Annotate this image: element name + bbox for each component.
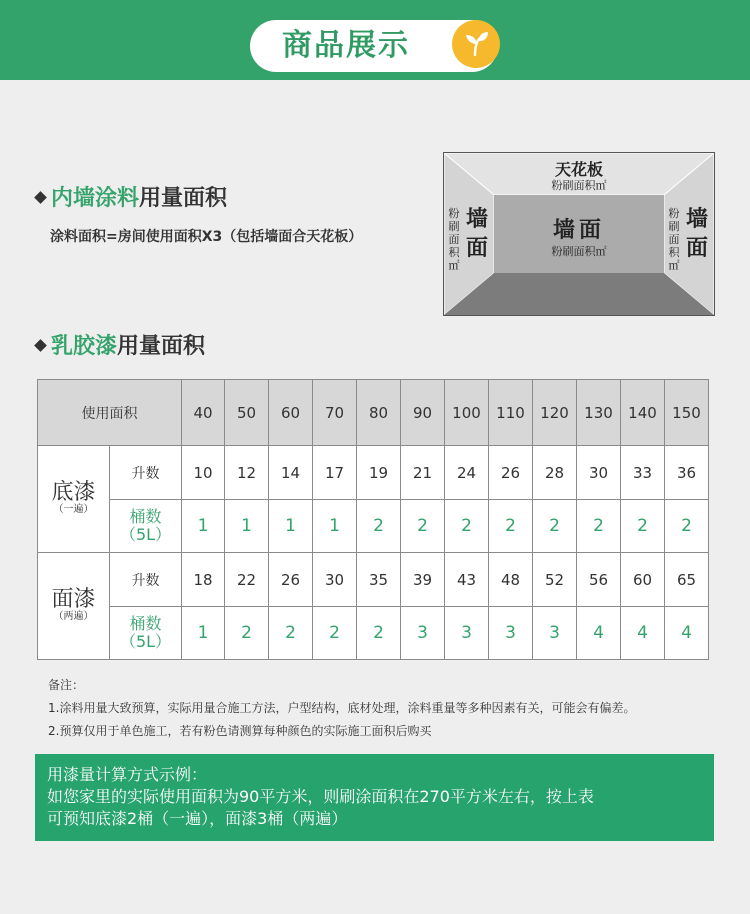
area-cell: 80	[357, 380, 401, 446]
buckets-cell: 2	[445, 500, 489, 553]
buckets-label: 桶数 （5L）	[110, 500, 182, 553]
table-row-primer-liters	[38, 446, 709, 500]
section-heading-wall-paint: 内墙涂料用量面积	[36, 184, 227, 214]
buckets-cell: 4	[621, 607, 665, 660]
buckets-cell: 1	[313, 500, 357, 553]
liters-cell: 65	[665, 553, 709, 607]
left-wall-area-label: 粉刷面积㎡	[448, 207, 460, 272]
buckets-cell: 1	[182, 607, 225, 660]
liters-cell: 18	[182, 553, 225, 607]
buckets-cell: 3	[533, 607, 577, 660]
example-title: 用漆量计算方式示例：	[47, 765, 208, 784]
area-cell: 120	[533, 380, 577, 446]
notes-line: 2.预算仅用于单色施工，若有粉色请测算每种颜色的实际施工面积后购买	[48, 724, 432, 738]
liters-cell: 26	[269, 553, 313, 607]
buckets-cell: 2	[269, 607, 313, 660]
back-wall-label: 墙面	[552, 218, 605, 243]
liters-cell: 19	[357, 446, 401, 500]
liters-cell: 21	[401, 446, 445, 500]
area-cell: 40	[182, 380, 225, 446]
liters-cell: 10	[182, 446, 225, 500]
buckets-cell: 2	[621, 500, 665, 553]
buckets-cell: 2	[401, 500, 445, 553]
buckets-cell: 1	[182, 500, 225, 553]
buckets-cell: 1	[225, 500, 269, 553]
buckets-cell: 3	[445, 607, 489, 660]
table-row-topcoat-buckets	[38, 607, 709, 660]
liters-cell: 43	[445, 553, 489, 607]
leaf-icon	[452, 20, 500, 68]
buckets-label: 桶数 （5L）	[110, 607, 182, 660]
buckets-cell: 3	[489, 607, 533, 660]
right-wall-area-label: 粉刷面积㎡	[668, 207, 680, 272]
right-wall-label: 墙面	[685, 207, 708, 261]
area-cell: 90	[401, 380, 445, 446]
area-cell: 50	[225, 380, 269, 446]
liters-cell: 14	[269, 446, 313, 500]
buckets-cell: 2	[357, 500, 401, 553]
left-wall-label: 墙面	[465, 207, 488, 261]
area-cell: 130	[577, 380, 621, 446]
liters-cell: 24	[445, 446, 489, 500]
back-wall-area-label: 粉刷面积㎡	[551, 245, 607, 258]
usage-area-label: 使用面积	[38, 380, 182, 446]
liters-cell: 56	[577, 553, 621, 607]
liters-cell: 22	[225, 553, 269, 607]
liters-cell: 17	[313, 446, 357, 500]
paint-area-formula: 涂料面积=房间使用面积X3（包括墙面合天花板）	[50, 229, 363, 245]
table-header-row	[38, 380, 709, 446]
primer-group-label: 底漆 （一遍）	[38, 446, 110, 553]
liters-label: 升数	[110, 553, 182, 607]
diamond-bullet-icon	[34, 191, 47, 204]
liters-cell: 35	[357, 553, 401, 607]
buckets-cell: 1	[269, 500, 313, 553]
diamond-bullet-icon	[34, 339, 47, 352]
area-cell: 60	[269, 380, 313, 446]
example-box	[35, 754, 714, 841]
liters-cell: 36	[665, 446, 709, 500]
section-heading-latex-paint: 乳胶漆用量面积	[36, 332, 205, 362]
buckets-cell: 2	[225, 607, 269, 660]
buckets-cell: 2	[533, 500, 577, 553]
area-cell: 70	[313, 380, 357, 446]
liters-cell: 39	[401, 553, 445, 607]
buckets-cell: 3	[401, 607, 445, 660]
notes-title: 备注：	[48, 678, 85, 692]
buckets-cell: 4	[577, 607, 621, 660]
example-line: 如您家里的实际使用面积为90平方米，则刷涂面积在270平方米左右，按上表	[47, 787, 594, 806]
ceiling-label: 天花板	[554, 160, 603, 179]
liters-cell: 28	[533, 446, 577, 500]
buckets-cell: 4	[665, 607, 709, 660]
liters-cell: 12	[225, 446, 269, 500]
table-row-primer-buckets	[38, 500, 709, 553]
buckets-cell: 2	[665, 500, 709, 553]
buckets-cell: 2	[357, 607, 401, 660]
area-cell: 150	[665, 380, 709, 446]
buckets-cell: 2	[313, 607, 357, 660]
liters-cell: 33	[621, 446, 665, 500]
liters-cell: 48	[489, 553, 533, 607]
notes-line: 1.涂料用量大致预算，实际用量合施工方法，户型结构，底材处理，涂料重量等多种因素有关，可能会有偏差。	[48, 701, 636, 715]
room-diagram	[443, 152, 715, 316]
liters-cell: 30	[577, 446, 621, 500]
notes	[48, 674, 635, 743]
area-cell: 100	[445, 380, 489, 446]
liters-cell: 26	[489, 446, 533, 500]
liters-cell: 60	[621, 553, 665, 607]
page-title: 商品展示	[282, 28, 410, 63]
liters-cell: 30	[313, 553, 357, 607]
area-cell: 110	[489, 380, 533, 446]
liters-cell: 52	[533, 553, 577, 607]
buckets-cell: 2	[577, 500, 621, 553]
topcoat-group-label: 面漆 （两遍）	[38, 553, 110, 660]
buckets-cell: 2	[489, 500, 533, 553]
area-cell: 140	[621, 380, 665, 446]
table-row-topcoat-liters	[38, 553, 709, 607]
paint-usage-table	[37, 379, 709, 660]
ceiling-area-label: 粉刷面积㎡	[551, 179, 607, 192]
example-line: 可预知底漆2桶（一遍），面漆3桶（两遍）	[47, 809, 348, 828]
liters-label: 升数	[110, 446, 182, 500]
